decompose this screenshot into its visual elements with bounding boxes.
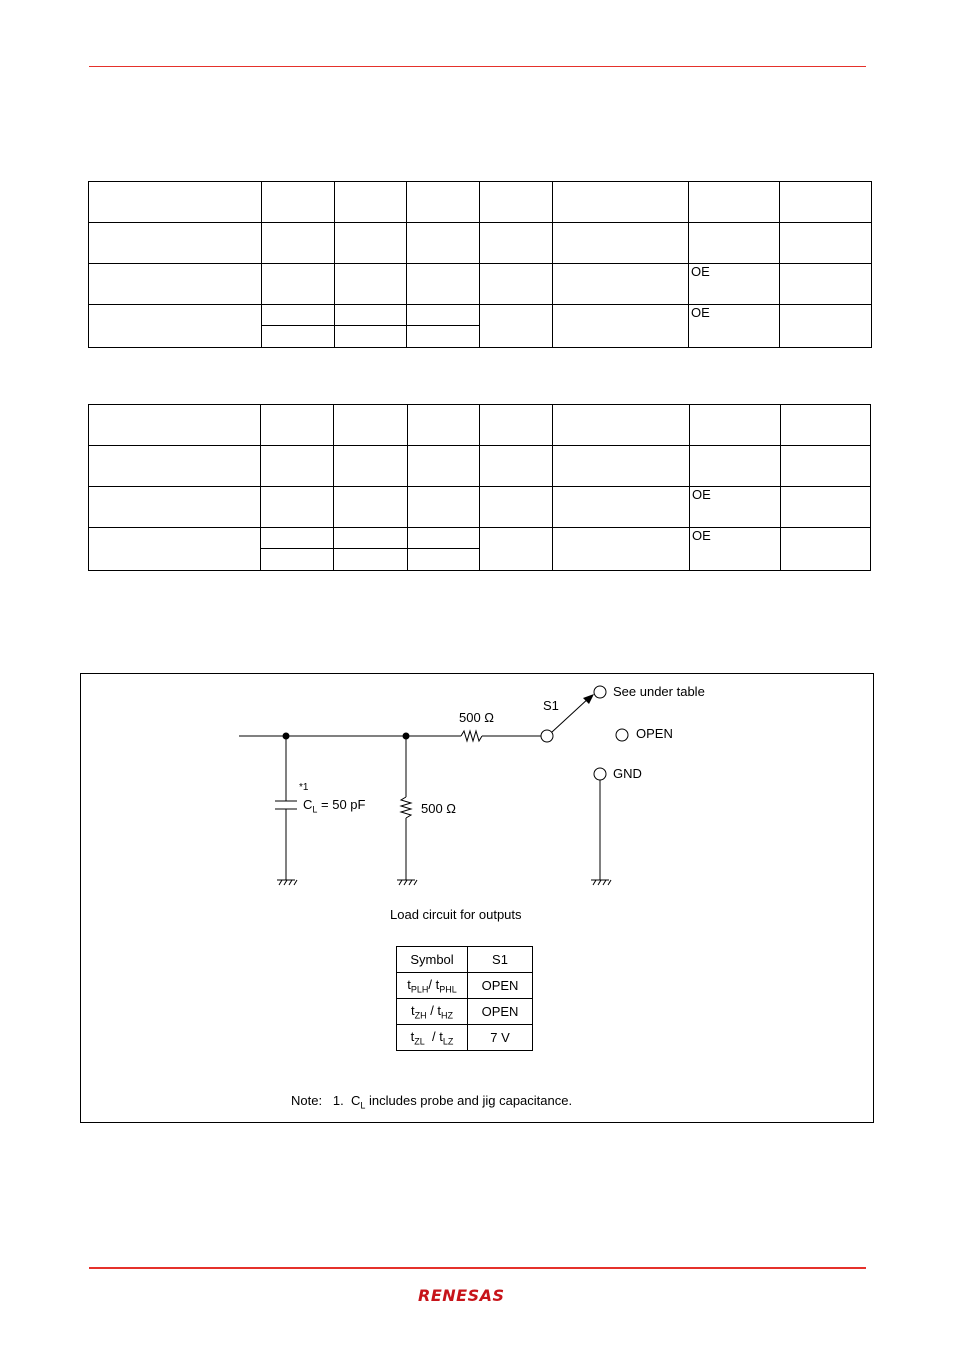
switch-label: S1 xyxy=(543,698,559,713)
symbol-cell: $t_{PLH}/$ $t_{PHL}$ xyxy=(397,973,468,999)
oe-pin-label: $\overline{OE}$ xyxy=(691,305,710,320)
option-gnd-label: GND xyxy=(613,766,642,781)
table-row xyxy=(397,973,533,999)
footer-rule xyxy=(89,1267,866,1269)
shunt-resistor-symbol xyxy=(401,797,411,818)
s1-value-cell: 7 V xyxy=(468,1025,533,1051)
series-resistor-symbol xyxy=(461,731,482,741)
oe-pin-label: $\overline{OE}$ xyxy=(692,487,711,502)
s1-value-cell: OPEN xyxy=(468,999,533,1025)
table-header-s1: S1 xyxy=(468,947,533,973)
option-see-table-label: See under table xyxy=(613,684,705,699)
s1-value-cell: OPEN xyxy=(468,973,533,999)
option-open-label: OPEN xyxy=(636,726,673,741)
table-row xyxy=(397,947,533,973)
table-header-symbol: Symbol xyxy=(397,947,468,973)
table-row xyxy=(397,999,533,1025)
symbol-cell: $t_{ZL} / t_{LZ}$ xyxy=(397,1025,468,1051)
ground-icon xyxy=(397,880,417,885)
oe-pin-label: $\overline{OE}$ xyxy=(691,264,710,279)
junction-dot xyxy=(283,733,290,740)
circuit-note: Note: 1. $C_L$ includes probe and jig capacitance. xyxy=(291,1093,573,1111)
terminal-open-icon xyxy=(616,729,628,741)
table-row xyxy=(397,1025,533,1051)
junction-dot xyxy=(403,733,410,740)
circuit-caption: Load circuit for outputs xyxy=(390,907,522,922)
symbol-cell: $t_{ZH} / t_{HZ}$ xyxy=(397,999,468,1025)
switch-pivot-icon xyxy=(541,730,553,742)
terminal-gnd-icon xyxy=(594,768,606,780)
capacitor-label: $C_L = 50$ pF xyxy=(303,797,366,815)
ground-icon xyxy=(591,880,611,885)
shunt-resistor-label: 500 Ω xyxy=(421,801,457,816)
cap-footnote-marker: *1 xyxy=(299,782,309,793)
switch-setting-table xyxy=(396,946,533,1051)
series-resistor-label: 500 Ω xyxy=(459,710,495,725)
ground-icon xyxy=(277,880,297,885)
terminal-see-table-icon xyxy=(594,686,606,698)
renesas-logo: RENESAS xyxy=(418,1286,505,1305)
oe-pin-label: $\overline{OE}$ xyxy=(692,528,711,543)
